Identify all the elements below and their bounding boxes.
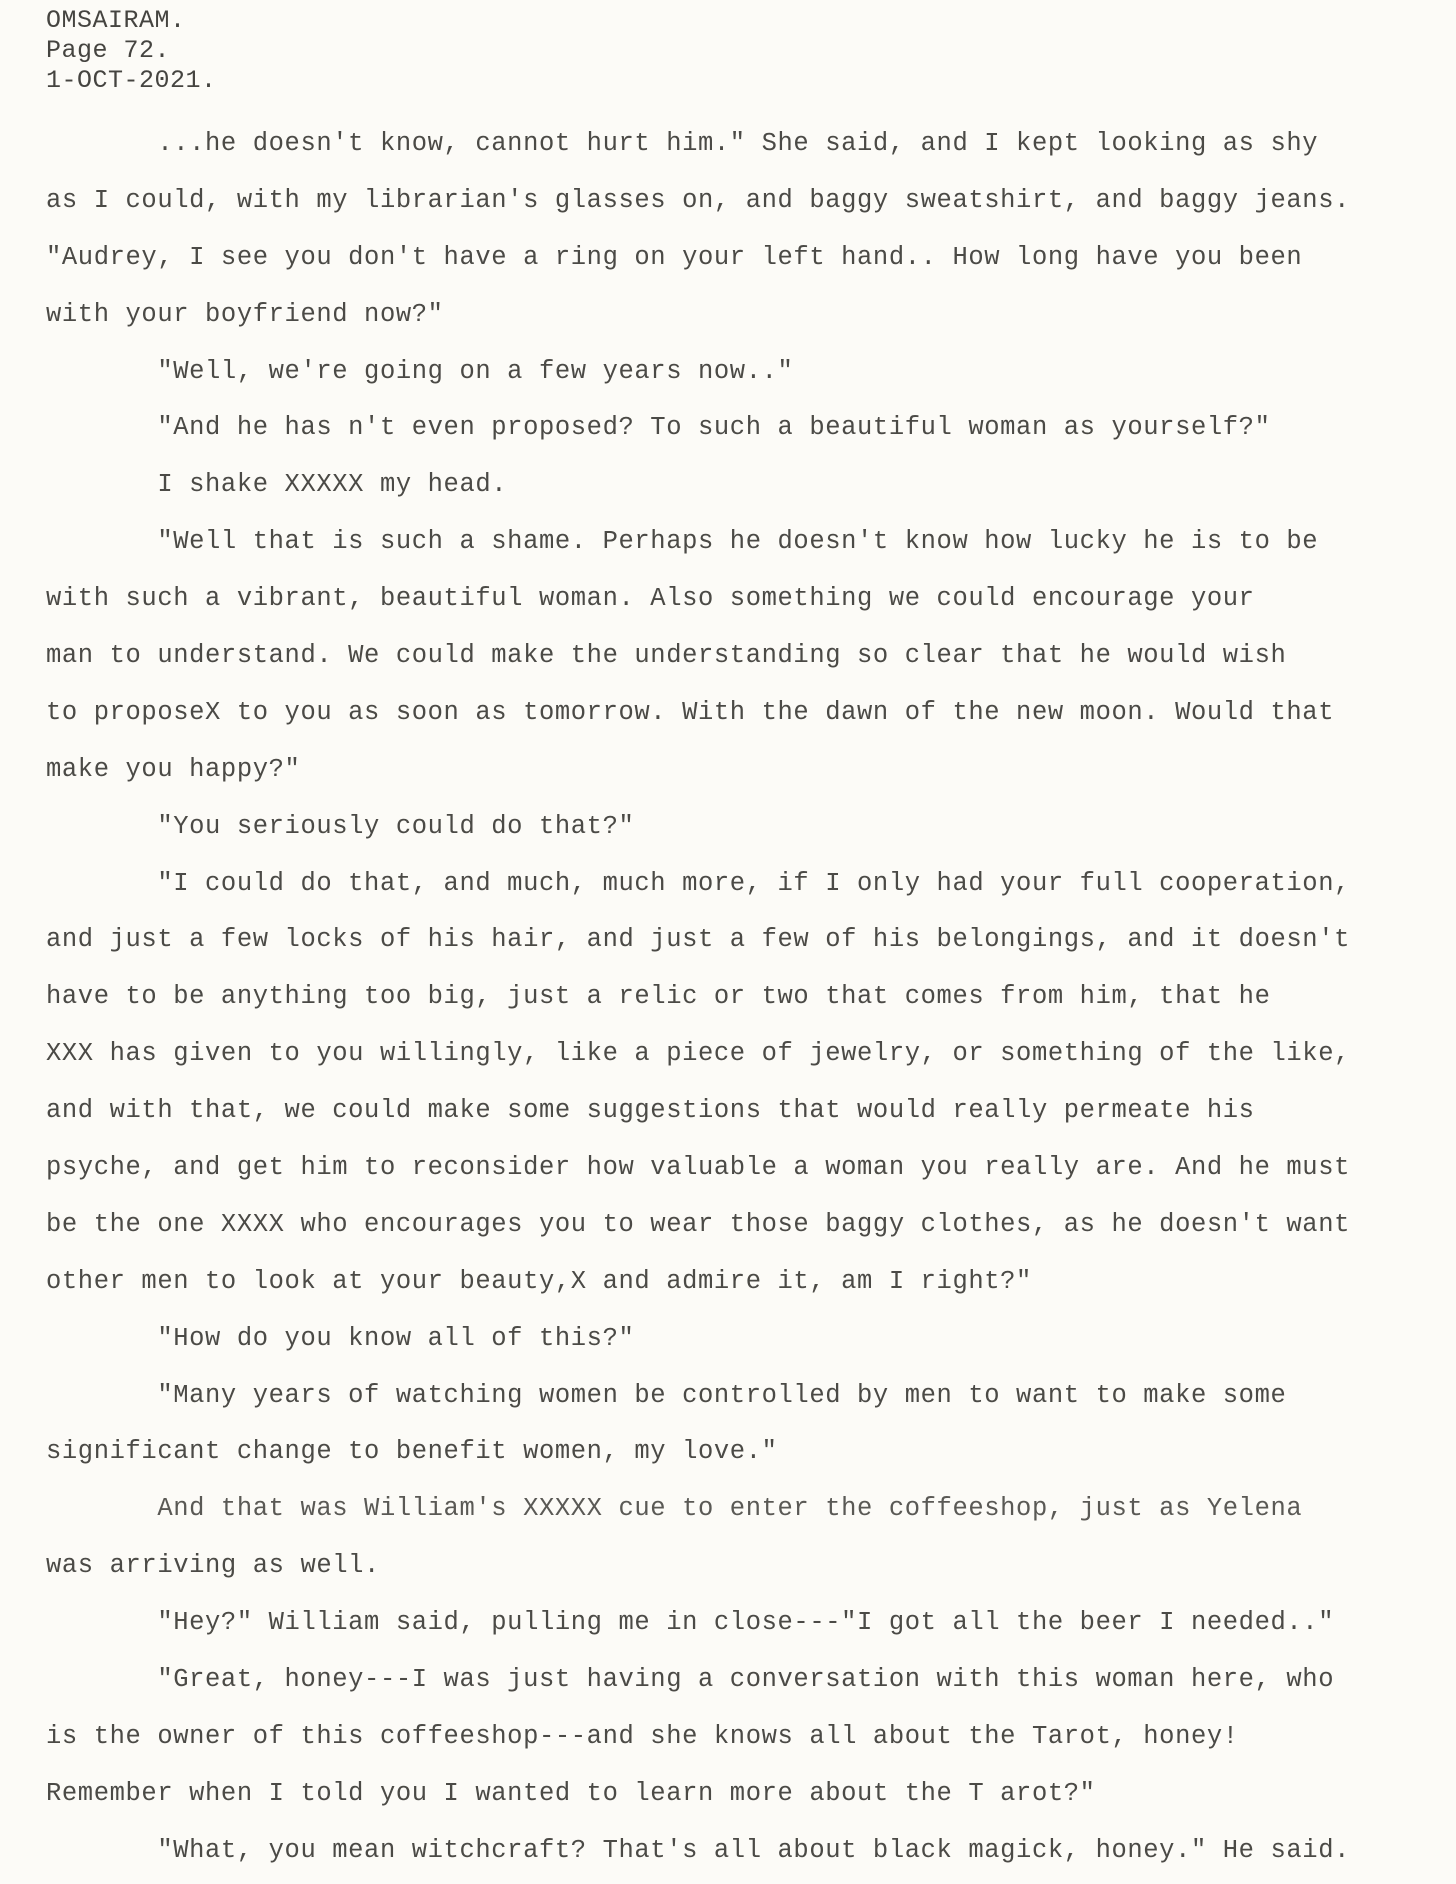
- text-line: make you happy?": [46, 754, 301, 784]
- text-line: significant change to benefit women, my love.": [46, 1437, 778, 1467]
- text-line: Remember when I told you I wanted to learn more about the T arot?": [46, 1778, 1096, 1808]
- text-line: "Great, honey---I was just having a conversation with this woman here, who: [46, 1665, 1335, 1695]
- text-line: as I could, with my librarian's glasses on, and baggy sweatshirt, and baggy jeans.: [46, 185, 1351, 215]
- text-line: psyche, and get him to reconsider how valuable a woman you really are. And he must: [46, 1153, 1351, 1183]
- text-line: I shake XXXXX my head.: [46, 470, 508, 500]
- text-line: XXX has given to you willingly, like a piece of jewelry, or something of the like,: [46, 1039, 1351, 1069]
- text-line: "Well, we're going on a few years now..": [46, 356, 794, 386]
- text-line: "What, you mean witchcraft? That's all about black magick, honey." He said.: [46, 1835, 1351, 1865]
- text-line: "Many years of watching women be controlled by men to want to make some: [46, 1380, 1287, 1410]
- text-line: ...he doesn't know, cannot hurt him." She said, and I kept looking as shy: [46, 129, 1319, 158]
- page-header: [46, 6, 1436, 96]
- text-line: "You seriously could do that?": [46, 811, 635, 841]
- text-line: "Well that is such a shame. Perhaps he doesn't know how lucky he is to be: [46, 527, 1319, 557]
- text-line: and just a few locks of his hair, and just a few of his belongings, and it doesn't: [46, 925, 1351, 955]
- text-line: "Audrey, I see you don't have a ring on your left hand.. How long have you been: [46, 242, 1303, 272]
- text-line: And that was William's XXXXX cue to enter the coffeeshop, just as Yelena: [46, 1494, 1303, 1524]
- text-line: was arriving as well.: [46, 1551, 380, 1581]
- text-line: is the owner of this coffeeshop---and she knows all about the Tarot, honey!: [46, 1721, 1239, 1751]
- text-line: "How do you know all of this?": [46, 1323, 635, 1353]
- text-line: "I could do that, and much, much more, if I only had your full cooperation,: [46, 868, 1351, 898]
- text-line: "And he has n't even proposed? To such a beautiful woman as yourself?": [46, 413, 1271, 443]
- header-date: 1-OCT-2021.: [46, 66, 217, 95]
- text-line: with your boyfriend now?": [46, 299, 444, 329]
- text-line: be the one XXXX who encourages you to wear those baggy clothes, as he doesn't want: [46, 1209, 1351, 1239]
- text-line: other men to look at your beauty,X and admire it, am I right?": [46, 1266, 1032, 1296]
- header-page-number: Page 72.: [46, 36, 171, 65]
- header-title: OMSAIRAM.: [46, 6, 186, 35]
- text-line: man to understand. We could make the understanding so clear that he would wish: [46, 641, 1287, 671]
- text-line: to proposeX to you as soon as tomorrow. With the dawn of the new moon. Would that: [46, 697, 1335, 727]
- text-line: with such a vibrant, beautiful woman. Also something we could encourage your: [46, 584, 1255, 614]
- text-line: and with that, we could make some suggestions that would really permeate his: [46, 1096, 1255, 1126]
- manuscript-body: [46, 116, 1436, 1880]
- text-line: have to be anything too big, just a relic or two that comes from him, that he: [46, 982, 1271, 1012]
- text-line: "Hey?" William said, pulling me in close---"I got all the beer I needed..": [46, 1608, 1335, 1638]
